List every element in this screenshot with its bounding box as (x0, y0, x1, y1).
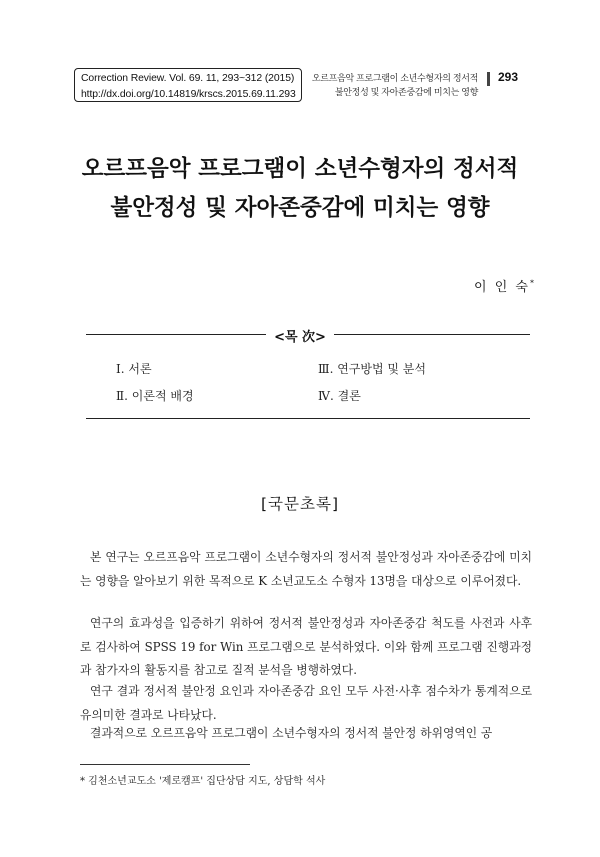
abstract-paragraph-3: 연구 결과 정서적 불안정 요인과 자아존중감 요인 모두 사전·사후 점수차가 통계적으로 유의미한 결과로 나타났다. (80, 684, 532, 722)
toc-item-3: Ⅲ. 연구방법 및 분석 (318, 362, 426, 376)
citation-doi: http://dx.doi.org/10.14819/krscs.2015.69.11.293 (81, 89, 296, 100)
citation-journal: Correction Review. Vol. 69. 11, 293~312 (2015) (81, 73, 295, 84)
toc-item-4: Ⅳ. 결론 (318, 389, 361, 403)
citation-box (74, 68, 302, 102)
author-name: 이 인 숙 (474, 280, 530, 295)
paper-title-line1: 오르프음악 프로그램이 소년수형자의 정서적 (81, 156, 519, 182)
running-head-line1: 오르프음악 프로그램이 소년수형자의 정서적 (311, 73, 478, 83)
abstract-heading: [국문초록] (261, 495, 339, 513)
toc-bottom-rule (86, 418, 530, 419)
abstract-paragraph-2: 연구의 효과성을 입증하기 위하여 정서적 불안정성과 자아존중감 척도를 사전과 사후로 검사하여 SPSS 19 for Win 프로그램으로 분석하였다. 이와 함께 프로그램 진행과정과 참가자의 활동지를 참고로 질적 분석을 병행하였다. (80, 616, 532, 678)
running-head-divider (487, 72, 490, 86)
toc-heading: <목 次> (0, 326, 600, 345)
author (474, 276, 534, 295)
author-footnote: * 김천소년교도소 '제로캠프' 집단상담 지도, 상담학 석사 (80, 776, 326, 787)
author-footnote-marker: * (530, 278, 534, 288)
toc-item-2: Ⅱ. 이론적 배경 (116, 389, 194, 403)
abstract-paragraph-1: 본 연구는 오르프음악 프로그램이 소년수형자의 정서적 불안정성과 자아존중감에 미치는 영향을 알아보기 위한 목적으로 K 소년교도소 수형자 13명을 대상으로 이루어졌다. (80, 550, 532, 588)
running-head-line2: 불안정성 및 자아존중감에 미치는 영향 (334, 87, 478, 97)
paper-title-line2: 불안정성 및 자아존중감에 미치는 영향 (110, 195, 490, 221)
page-number: 293 (498, 70, 519, 84)
running-head (312, 71, 478, 99)
abstract-paragraph-4: 결과적으로 오르프음악 프로그램이 소년수형자의 정서적 불안정 하위영역인 공 (90, 726, 493, 740)
toc-item-1: Ⅰ. 서론 (116, 362, 152, 376)
footnote-rule (80, 764, 250, 765)
